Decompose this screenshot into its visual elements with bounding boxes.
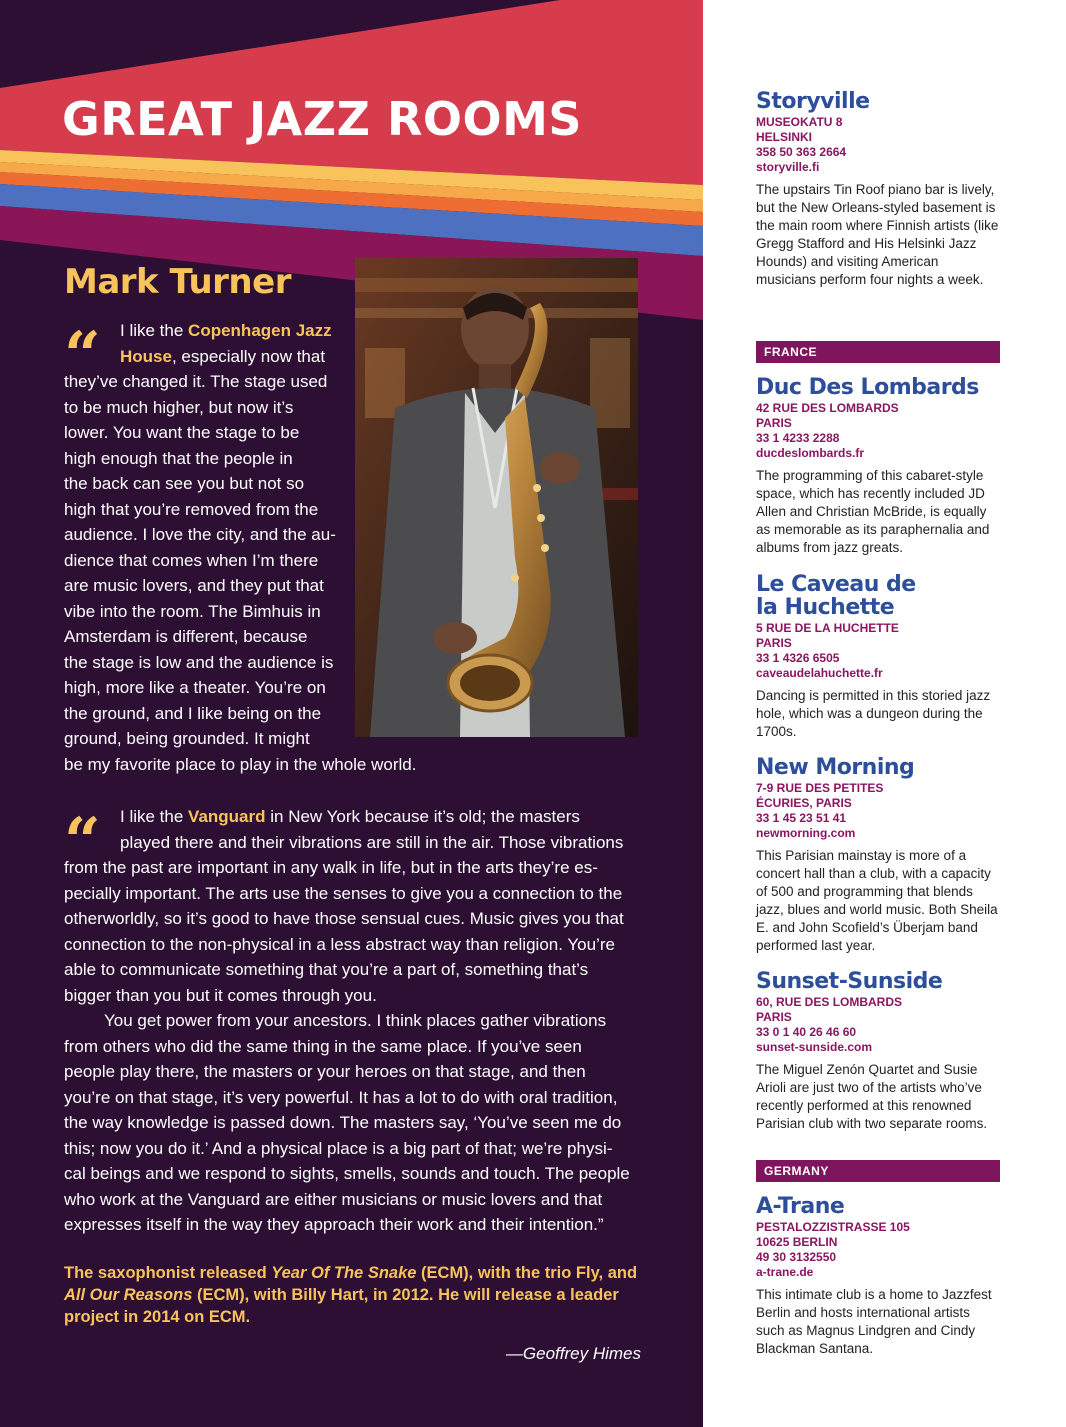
club-description: This Parisian mainstay is more of a concert hall than a club, with a capacity of 500 and programming that blends jazz, blues and world music. Both Sheila E. and John Scofield’s Überjam band performed last year. [756,848,998,953]
quote-line: I like the Vanguard in New York because it’s old; the masters [120,807,580,826]
club-description: The Miguel Zenón Quartet and Susie Arioli are just two of the artists who’ve recently performed at this renowned Parisian club with two separate rooms. [756,1062,988,1131]
club-address: PESTALOZZISTRASSE 105 10625 BERLIN 49 30 3132550 a-trane.de [756,1220,1002,1280]
club-address: MUSEOKATU 8 HELSINKI 358 50 363 2664 storyville.fi [756,115,1002,175]
country-header-germany: GERMANY [756,1160,1000,1182]
club-entry [756,1195,1002,1358]
club-name: Sunset-Sunside [756,969,943,994]
club-website-link[interactable]: ducdeslombards.fr [756,446,865,460]
club-website-link[interactable]: a-trane.de [756,1265,814,1279]
club-description: The programming of this cabaret-style space, which has recently included JD Allen and Christian McBride, is equally as memorable as its paraphernalia and albums from jazz greats. [756,468,990,555]
quote-mark-icon: “ [64,804,101,879]
club-name: Storyville [756,89,870,114]
club-website-link[interactable]: sunset-sunside.com [756,1040,873,1054]
highlight-copenhagen: Copenhagen Jazz [188,321,332,340]
club-name: A-Trane [756,1194,845,1219]
country-header-france: FRANCE [756,341,1000,363]
club-name: New Morning [756,755,915,780]
club-description: The upstairs Tin Roof piano bar is lively, but the New Orleans-styled basement is the main room where Finnish artists (like Gregg Stafford and His Helsinki Jazz Hounds) and visiting American musicians perform four nights a week. [756,182,999,287]
quote-body: from the past are important in any walk in life, but in the arts they’re es- pecially important. The arts use the senses to give you a connection to the otherworldly, so it’s good to have those sensual cues. Music gives you that connection to the non-physical in a less abstract way than religion. You’re able to communicate something that you’re a part of, something that’s bigger than you but it comes through you. You get power from your ancestors. I think places gather vibrations from others who did the same thing in the same place. If you’ve seen people play there, the masters or your heroes on that stage, and then you’re on that stage, it’s very powerful. It has a lot to do with oral tradition, the way knowledge is passed down. The masters say, ‘You’ve seen me do this; now you do it.’ And a physical place is a big part of that; we’re physi- cal beings and we respond to sights, smells, sounds and touch. The people who work at the Vanguard are either musicians or music lovers and that expresses itself in the way they approach their work and their intention.” [64,858,630,1234]
club-description: Dancing is permitted in this storied jazz hole, which was a dungeon during the 1700s. [756,688,991,739]
club-name: Duc Des Lombards [756,375,979,400]
musician-bio: The saxophonist released Year Of The Snake (ECM), with the trio Fly, and All Our Reasons (ECM), with Billy Hart, in 2012. He will release a leader project in 2014 on ECM. [64,1264,638,1326]
club-description: This intimate club is a home to Jazzfest Berlin and hosts international artists such as Magnus Lindgren and Cindy Blackman Santana. [756,1287,992,1356]
club-address: 42 RUE DES LOMBARDS PARIS 33 1 4233 2288 ducdeslombards.fr [756,401,1002,461]
club-entry [756,90,1002,289]
club-website-link[interactable]: caveaudelahuchette.fr [756,666,883,680]
album-title: All Our Reasons [64,1286,193,1304]
club-address: 7-9 RUE DES PETITES ÉCURIES, PARIS 33 1 45 23 51 41 newmorning.com [756,781,1002,841]
club-website-link[interactable]: storyville.fi [756,160,820,174]
quote-line: House, especially now that [120,346,326,366]
byline: —Geoffrey Himes [505,1344,641,1363]
quote-copenhagen [64,318,416,777]
club-name: Le Caveau de la Huchette [756,572,916,620]
highlight-vanguard: Vanguard [188,807,266,826]
club-website-link[interactable]: newmorning.com [756,826,856,840]
quote-mark-icon: “ [64,318,101,393]
club-entry [756,970,1002,1133]
musician-name: Mark Turner [64,262,291,302]
club-address: 60, RUE DES LOMBARDS PARIS 33 0 1 40 26 46 60 sunset-sunside.com [756,995,1002,1055]
page-title: GREAT JAZZ ROOMS [62,92,582,146]
quote-vanguard: “ I like the Vanguard in New York because it’s old; the masters played there and their vibrations are still in the air. Those vibrations from the past are important in any walk in life, but in the arts they’re es- pecially important. The arts use the senses to give you a connection to the otherworldly, so it’s good to have those sensual cues. Music gives you that connection to the non-physical in a less abstract way than religion. You’re able to communicate something that you’re a part of, something that’s bigger than you but it comes through you. You get power from your ancestors. I think places gather vibrations from others who did the same thing in the same place. If you’ve seen people play there, the masters or your heroes on that stage, and then you’re on that stage, it’s very powerful. It has a lot to do with oral tradition, the way knowledge is passed down. The masters say, ‘You’ve seen me do this; now you do it.’ And a physical place is a big part of that; we’re physi- cal beings and we respond to sights, smells, sounds and touch. The people who work at the Vanguard are either musicians or music lovers and that expresses itself in the way they approach their work and their intention.” [64,804,630,1238]
quote-line: I like the Copenhagen Jazz [120,321,332,340]
club-entry [756,756,1002,955]
quote-body: they’ve changed it. The stage used to be much higher, but now it’s lower. You want the stage to be high enough that the people in the back can see you but not so high that you’re removed from the audience. I love the city, and the au- dience that comes when I’m there are music lovers, and they put that vibe into the room. The Bimhuis in Amsterdam is different, because the stage is low and the audience is high, more like a theater. You’re on the ground, and I like being on the ground, being grounded. It might be my favorite place to play in the whole world. [64,372,417,774]
club-entry [756,376,1002,557]
album-title: Year Of The Snake [271,1264,417,1282]
club-entry [756,573,1002,741]
club-address: 5 RUE DE LA HUCHETTE PARIS 33 1 4326 6505 caveaudelahuchette.fr [756,621,1002,681]
